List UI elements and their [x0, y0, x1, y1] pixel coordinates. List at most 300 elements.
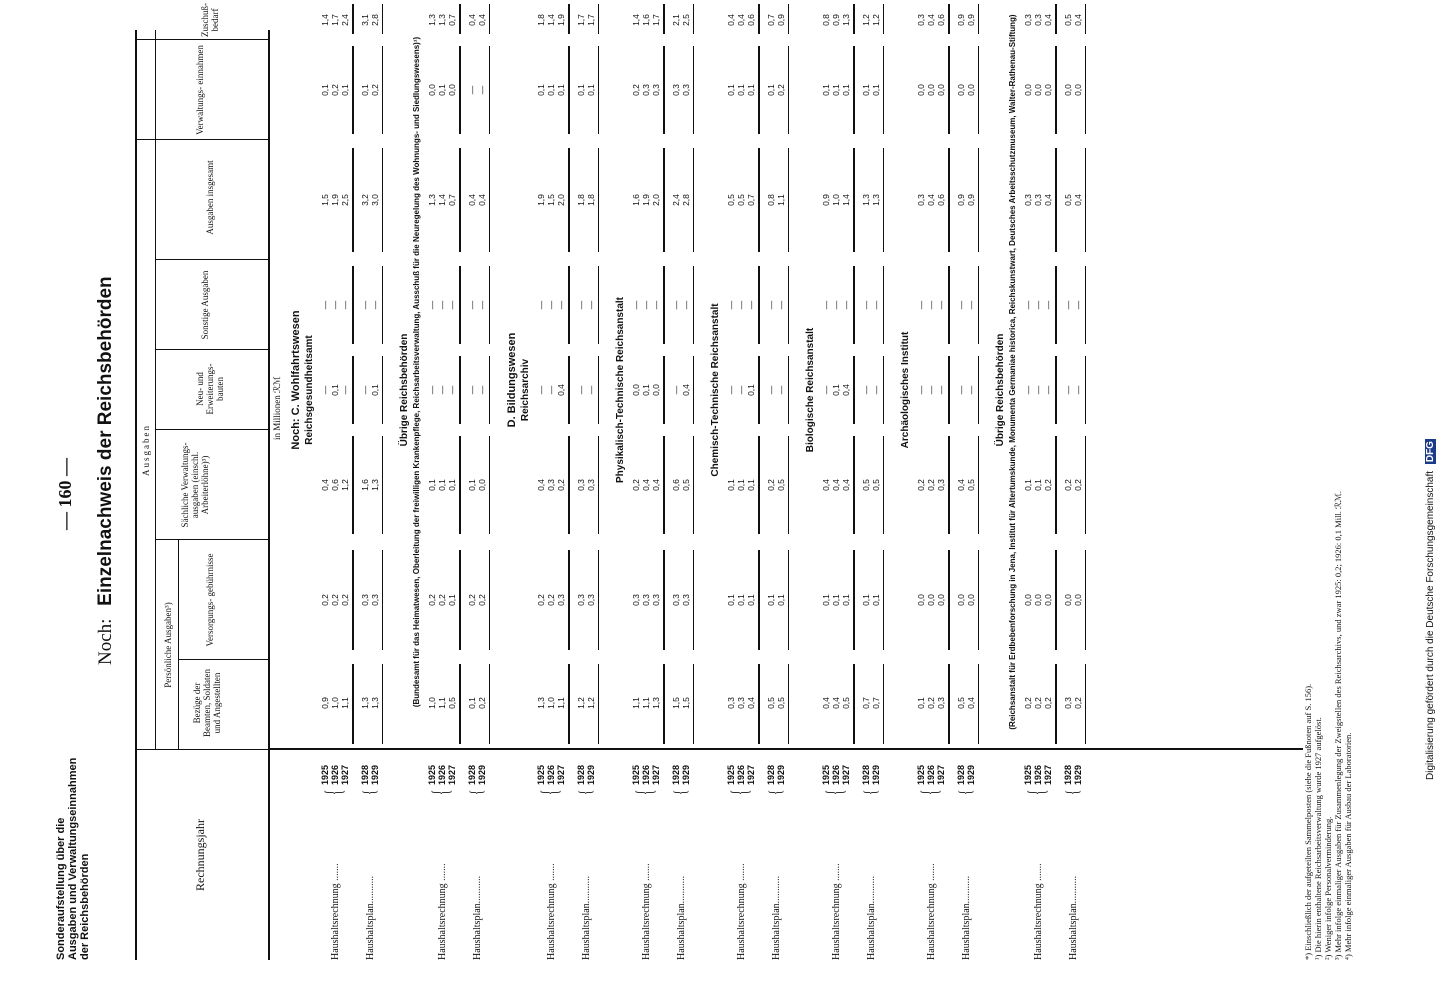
row-label: Haushaltsplan...........	[365, 875, 376, 960]
brace: {	[321, 789, 349, 795]
table-cell: —	[766, 300, 776, 310]
table-cell: 0,1	[437, 479, 447, 491]
row-rule	[352, 148, 354, 252]
year-label: 1926	[1033, 764, 1043, 785]
section-subheading: Reichsgesundheitsamt	[304, 335, 315, 445]
table-cell: 1,3	[651, 697, 661, 709]
table-cell: 0,4	[467, 14, 477, 26]
page-title-prefix: Noch:	[95, 618, 116, 665]
row-rule	[489, 266, 490, 344]
row-rule	[978, 550, 979, 650]
row-label: Haushaltsrechnung .......	[437, 863, 448, 960]
row-rule	[883, 46, 884, 134]
year-label: 1927	[841, 764, 851, 785]
table-cell: 1,2	[586, 697, 596, 709]
table-cell: 0,1	[736, 84, 746, 96]
brace: {	[576, 789, 596, 795]
table-cell: —	[871, 385, 881, 395]
table-cell: —	[1073, 300, 1083, 310]
year-label: 1925	[631, 764, 641, 785]
table-cell: —	[1023, 385, 1033, 395]
table-cell: 2,8	[370, 14, 380, 26]
table-cell: —	[467, 385, 477, 395]
brace: {	[467, 789, 487, 795]
table-cell: 1,4	[437, 194, 447, 206]
table-cell: 1,9	[641, 194, 651, 206]
page-number: — 160 —	[55, 458, 75, 530]
table-cell: 0,0	[1033, 594, 1043, 606]
col-header-bezuege: Bezüge der Beamten, Soldaten und Angestellten	[192, 669, 222, 737]
table-cell: 0,2	[427, 594, 437, 606]
table-cell: —	[821, 300, 831, 310]
table-cell: 0,7	[447, 194, 457, 206]
table-cell: —	[447, 300, 457, 310]
row-rule	[788, 550, 789, 650]
table-cell: —	[956, 300, 966, 310]
row-rule	[948, 664, 950, 744]
row-rule	[693, 148, 694, 252]
row-rule	[663, 436, 665, 534]
table-cell: 0,5	[966, 479, 976, 491]
row-rule	[489, 356, 490, 424]
table-cell: 0,1	[556, 84, 566, 96]
row-rule	[978, 46, 979, 134]
row-rule	[598, 4, 599, 34]
table-cell: 0,1	[871, 594, 881, 606]
row-rule	[598, 266, 599, 344]
row-rule	[693, 356, 694, 424]
table-cell: 0,2	[536, 594, 546, 606]
brace: {	[822, 789, 850, 795]
row-rule	[352, 356, 354, 424]
table-cell: 0,7	[871, 697, 881, 709]
row-rule	[693, 46, 694, 134]
table-cell: 0,3	[556, 594, 566, 606]
table-cell: 0,0	[631, 384, 641, 396]
section-note: (Bundesamt für das Heimatwesen, Oberleitung der freiwilligen Krankenpflege, Reichsarbeitsverwaltung, Ausschuß für die Neuregelung des Wohnungs- und Siedlungswesens)¹)	[412, 36, 421, 708]
table-cell: 1,3	[841, 14, 851, 26]
table-cell: 0,4	[726, 14, 736, 26]
table-cell: 0,1	[736, 479, 746, 491]
table-cell: —	[330, 300, 340, 310]
table-cell: 2,4	[340, 14, 350, 26]
side-heading-line: der Reichsbehörden	[79, 853, 91, 960]
year-label: 1926	[831, 764, 841, 785]
table-cell: 0,0	[447, 84, 457, 96]
row-rule	[853, 266, 855, 344]
table-cell: 0,5	[447, 697, 457, 709]
col-header-saechliche: Sächliche Verwaltungs- ausgaben (einschl. Arbeiterlöhne)³)	[180, 442, 210, 528]
table-cell: 0,2	[330, 594, 340, 606]
table-cell: 0,5	[776, 697, 786, 709]
row-rule	[1085, 436, 1086, 534]
table-cell: 0,4	[1073, 194, 1083, 206]
row-rule	[382, 356, 383, 424]
section-subheading: Übrige Reichsbehörden	[995, 333, 1006, 447]
section-subheading: Chemisch-Technische Reichsanstalt	[710, 303, 721, 477]
row-rule	[568, 46, 570, 134]
row-rule	[352, 4, 354, 34]
year-label: 1928	[576, 764, 586, 785]
col-header-insgesamt: Ausgaben insgesamt	[205, 160, 215, 235]
table-cell: —	[340, 385, 350, 395]
table-cell: 0,1	[467, 479, 477, 491]
table-cell: 0,4	[736, 14, 746, 26]
table-cell: 0,1	[536, 84, 546, 96]
row-rule	[788, 436, 789, 534]
table-cell: —	[546, 300, 556, 310]
row-rule	[459, 4, 461, 34]
year-label: 1927	[651, 764, 661, 785]
row-rule	[352, 266, 354, 344]
table-cell: 0,3	[671, 594, 681, 606]
row-label: Haushaltsplan...........	[472, 875, 483, 960]
table-cell: —	[370, 300, 380, 310]
table-cell: 0,1	[546, 84, 556, 96]
footnote: ¹) Die hierin enthaltene Reichsarbeitsverwaltung wurde 1927 aufgelöst.	[1313, 717, 1323, 960]
row-rule	[758, 46, 760, 134]
row-rule	[883, 436, 884, 534]
table-cell: 0,2	[631, 479, 641, 491]
brace: {	[766, 789, 786, 795]
table-cell: 0,1	[736, 594, 746, 606]
table-cell: —	[641, 300, 651, 310]
table-cell: 0,1	[821, 84, 831, 96]
table-cell: 0,1	[861, 594, 871, 606]
table-cell: 1,3	[427, 14, 437, 26]
table-cell: 0,5	[681, 479, 691, 491]
table-cell: 0,2	[1023, 697, 1033, 709]
table-cell: 0,9	[821, 194, 831, 206]
table-cell: 0,1	[916, 697, 926, 709]
table-cell: —	[1063, 300, 1073, 310]
table-cell: 1,0	[330, 697, 340, 709]
year-label: 1925	[821, 764, 831, 785]
table-cell: —	[831, 300, 841, 310]
table-cell: 0,8	[821, 14, 831, 26]
table-cell: 0,1	[576, 84, 586, 96]
table-cell: 0,2	[477, 594, 487, 606]
table-cell: —	[467, 300, 477, 310]
row-rule	[1055, 46, 1057, 134]
table-cell: 0,1	[641, 384, 651, 396]
table-cell: 1,2	[861, 14, 871, 26]
row-rule	[1085, 356, 1086, 424]
row-rule	[459, 436, 461, 534]
table-cell: 0,6	[936, 194, 946, 206]
table-cell: 0,6	[671, 479, 681, 491]
section-subheading: Biologische Reichsanstalt	[805, 327, 816, 453]
footnote: ²) Weniger infolge Personalverminderung.	[1323, 816, 1333, 960]
table-cell: 0,3	[1033, 194, 1043, 206]
row-rule	[883, 550, 884, 650]
section-subheading: Reichsarchiv	[520, 358, 531, 422]
row-rule	[788, 266, 789, 344]
year-label: 1925	[320, 764, 330, 785]
year-label: 1925	[726, 764, 736, 785]
table-cell: 0,4	[841, 384, 851, 396]
row-label: Haushaltsrechnung .......	[1033, 863, 1044, 960]
table-cell: 0,6	[330, 479, 340, 491]
table-cell: 0,1	[871, 84, 881, 96]
table-cell: 0,4	[556, 384, 566, 396]
row-rule	[489, 550, 490, 650]
row-rule	[663, 550, 665, 650]
table-cell: —	[536, 300, 546, 310]
row-rule	[459, 550, 461, 650]
table-cell: 0,3	[736, 697, 746, 709]
table-cell: —	[956, 385, 966, 395]
table-cell: —	[926, 385, 936, 395]
table-cell: 0,5	[736, 194, 746, 206]
row-label: Haushaltsrechnung .......	[736, 863, 747, 960]
table-cell: 0,1	[726, 594, 736, 606]
row-rule	[788, 664, 789, 744]
table-cell: 0,0	[427, 84, 437, 96]
table-cell: 0,2	[1043, 697, 1053, 709]
col-header-zuschuss: Zuschuß- bedarf	[200, 3, 220, 37]
table-cell: 0,0	[956, 594, 966, 606]
table-cell: 0,0	[1033, 84, 1043, 96]
row-rule	[1085, 4, 1086, 34]
row-label: Haushaltsplan...........	[676, 875, 687, 960]
table-cell: —	[1073, 385, 1083, 395]
row-rule	[1055, 356, 1057, 424]
table-cell: 1,9	[556, 14, 566, 26]
section-note: (Reichsanstalt für Erdbebenforschung in Jena, Institut für Altertumskunde, Monumenta Germaniae historica, Reichskunstwart, Deutsches Arbeitsschutzmuseum, Walter-Rathenau-Stiftung)	[1008, 14, 1017, 730]
row-rule	[598, 436, 599, 534]
table-cell: —	[916, 385, 926, 395]
table-cell: 0,0	[1073, 594, 1083, 606]
table-cell: 1,1	[641, 697, 651, 709]
year-label: 1925	[1023, 764, 1033, 785]
table-cell: —	[746, 300, 756, 310]
table-cell: —	[841, 300, 851, 310]
table-cell: 0,0	[936, 84, 946, 96]
table-cell: 0,1	[841, 84, 851, 96]
table-cell: —	[726, 300, 736, 310]
table-cell: 1,7	[586, 14, 596, 26]
row-rule	[978, 664, 979, 744]
row-rule	[382, 266, 383, 344]
table-cell: —	[477, 300, 487, 310]
table-cell: 0,2	[1063, 479, 1073, 491]
row-rule	[382, 46, 383, 134]
table-cell: 1,4	[546, 14, 556, 26]
table-cell: 0,0	[1023, 594, 1033, 606]
table-cell: 0,3	[651, 594, 661, 606]
table-cell: 0,5	[766, 697, 776, 709]
table-cell: —	[736, 385, 746, 395]
table-cell: 0,2	[477, 697, 487, 709]
table-cell: 1,1	[556, 697, 566, 709]
table-cell: 0,5	[1063, 194, 1073, 206]
brace: {	[956, 789, 976, 795]
table-cell: 0,1	[447, 479, 457, 491]
table-cell: 0,0	[1043, 594, 1053, 606]
table-cell: 3,1	[360, 14, 370, 26]
table-cell: 0,2	[437, 594, 447, 606]
row-rule	[352, 436, 354, 534]
table-cell: 2,8	[681, 194, 691, 206]
table-cell: —	[360, 385, 370, 395]
table-cell: 0,3	[916, 194, 926, 206]
row-label: Haushaltsplan...........	[581, 875, 592, 960]
row-rule	[382, 148, 383, 252]
row-rule	[663, 46, 665, 134]
table-cell: 0,3	[1033, 14, 1043, 26]
table-cell: —	[1043, 385, 1053, 395]
row-rule	[1085, 148, 1086, 252]
table-cell: 0,3	[586, 594, 596, 606]
row-rule	[459, 148, 461, 252]
table-cell: 0,4	[1073, 14, 1083, 26]
table-cell: —	[916, 300, 926, 310]
table-cell: 0,0	[966, 594, 976, 606]
table-cell: 1,3	[536, 697, 546, 709]
table-cell: 1,0	[427, 697, 437, 709]
table-cell: —	[447, 385, 457, 395]
row-rule	[568, 550, 570, 650]
table-cell: 1,2	[576, 697, 586, 709]
table-cell: 0,0	[966, 84, 976, 96]
row-rule	[853, 148, 855, 252]
table-cell: 1,9	[536, 194, 546, 206]
table-cell: 0,1	[340, 84, 350, 96]
table-cell: 0,1	[467, 697, 477, 709]
table-cell: 0,2	[1073, 697, 1083, 709]
year-label: 1929	[1073, 764, 1083, 785]
row-rule	[948, 436, 950, 534]
table-cell: 0,4	[831, 697, 841, 709]
table-cell: —	[671, 300, 681, 310]
table-cell: 0,0	[936, 594, 946, 606]
table-cell: 1,1	[437, 697, 447, 709]
table-cell: 1,7	[330, 14, 340, 26]
table-cell: 1,4	[320, 14, 330, 26]
table-cell: —	[437, 300, 447, 310]
year-label: 1926	[641, 764, 651, 785]
table-cell: 0,1	[831, 84, 841, 96]
brace: {	[1063, 789, 1083, 795]
row-rule	[693, 266, 694, 344]
table-cell: 0,9	[831, 14, 841, 26]
row-rule	[978, 436, 979, 534]
row-rule	[598, 148, 599, 252]
table-cell: 0,6	[746, 14, 756, 26]
table-cell: 0,0	[477, 479, 487, 491]
brace: {	[727, 789, 755, 795]
table-cell: 1,3	[437, 14, 447, 26]
year-label: 1927	[447, 764, 457, 785]
row-rule	[663, 4, 665, 34]
row-label: Haushaltsplan...........	[866, 875, 877, 960]
table-cell: 0,9	[776, 14, 786, 26]
col-header-sonstige: Sonstige Ausgaben	[200, 270, 210, 340]
row-rule	[568, 148, 570, 252]
table-cell: 1,8	[576, 194, 586, 206]
row-rule	[489, 4, 490, 34]
table-cell: 1,5	[681, 697, 691, 709]
row-rule	[948, 550, 950, 650]
table-cell: 0,1	[1033, 479, 1043, 491]
table-cell: 1,5	[320, 194, 330, 206]
brace: {	[537, 789, 565, 795]
row-rule	[598, 550, 599, 650]
table-cell: 1,0	[831, 194, 841, 206]
row-rule	[1085, 550, 1086, 650]
table-cell: 1,3	[360, 697, 370, 709]
row-rule	[382, 4, 383, 34]
table-cell: 0,2	[926, 479, 936, 491]
row-label: Haushaltsrechnung .......	[546, 863, 557, 960]
row-rule	[883, 266, 884, 344]
table-cell: —	[871, 300, 881, 310]
table-cell: 0,4	[966, 697, 976, 709]
row-label: Haushaltsplan...........	[961, 875, 972, 960]
row-rule	[948, 148, 950, 252]
table-cell: 0,3	[576, 594, 586, 606]
table-cell: 2,1	[671, 14, 681, 26]
table-cell: 0,7	[861, 697, 871, 709]
table-cell: 0,2	[631, 84, 641, 96]
year-label: 1926	[546, 764, 556, 785]
row-rule	[1055, 266, 1057, 344]
year-label: 1926	[330, 764, 340, 785]
row-rule	[1085, 46, 1086, 134]
row-rule	[788, 4, 789, 34]
table-cell: —	[360, 300, 370, 310]
table-cell: 0,4	[1043, 14, 1053, 26]
table-cell: 0,2	[766, 479, 776, 491]
unit-label: in Millionen ℛℳ	[272, 376, 282, 440]
row-rule	[758, 356, 760, 424]
year-label: 1927	[340, 764, 350, 785]
credit-label: Digitalisierung gefördert durch die Deutsche Forschungsgemeinschaft	[1425, 470, 1436, 780]
row-rule	[598, 664, 599, 744]
year-label: 1928	[671, 764, 681, 785]
row-rule	[788, 46, 789, 134]
table-cell: —	[1063, 385, 1073, 395]
brace: {	[861, 789, 881, 795]
table-cell: 0,1	[1023, 479, 1033, 491]
table-cell: 0,3	[681, 594, 691, 606]
row-rule	[598, 46, 599, 134]
table-cell: 0,4	[651, 479, 661, 491]
table-cell: 0,3	[1063, 697, 1073, 709]
row-rule	[978, 4, 979, 34]
row-rule	[853, 550, 855, 650]
table-cell: 1,5	[546, 194, 556, 206]
table-cell: 0,0	[1043, 84, 1053, 96]
table-cell: 0,1	[726, 479, 736, 491]
row-rule	[1085, 266, 1086, 344]
table-cell: 2,0	[556, 194, 566, 206]
year-label: 1929	[871, 764, 881, 785]
year-label: 1926	[437, 764, 447, 785]
table-cell: 0,0	[926, 594, 936, 606]
row-rule	[489, 436, 490, 534]
table-cell: 0,1	[841, 594, 851, 606]
table-cell: 0,4	[841, 479, 851, 491]
table-cell: 0,0	[916, 84, 926, 96]
year-label: 1926	[736, 764, 746, 785]
row-rule	[883, 356, 884, 424]
table-cell: 0,0	[651, 384, 661, 396]
row-rule	[758, 550, 760, 650]
table-cell: 0,2	[926, 697, 936, 709]
table-cell: 0,3	[546, 479, 556, 491]
